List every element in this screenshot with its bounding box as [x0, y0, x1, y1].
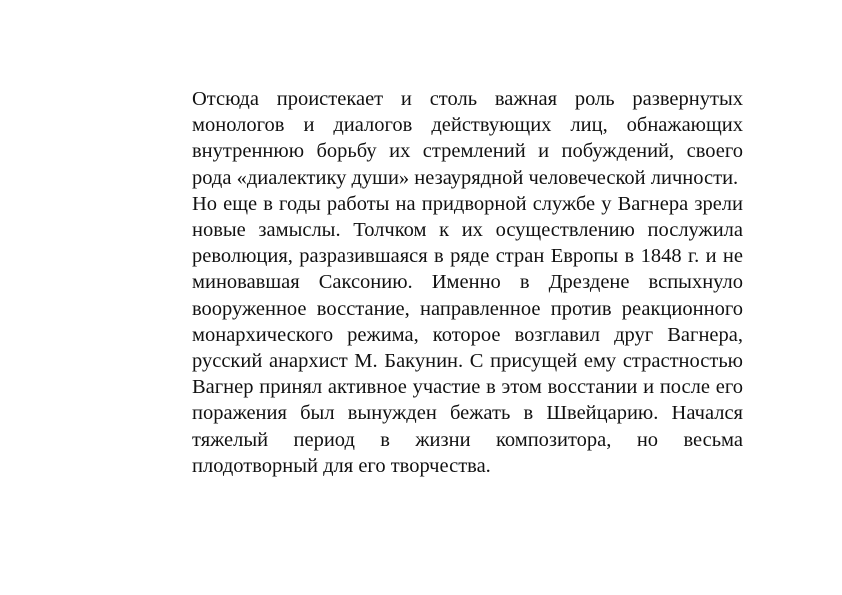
paragraph-revolution: Но еще в годы работы на придворной службе у Вагнера зрели новые замыслы. Толчком к их осуществлению послужила революция, разразившаяся в ряде стран Европы в 1848 г. и не миновавшая Саксонию. Именно в Дрездене вспыхнуло вооруженное восстание, направленное против реакционного монархического режима, которое возглавил друг Вагнера, русский анархист М. Бакунин. С присущей ему страстностью Вагнер принял активное участие в этом восстании и после его поражения был вынужден бежать в Швейцарию. Начался тяжелый период в жизни композитора, но весьма плодотворный для его творчества.	[192, 192, 743, 477]
text-block	[192, 86, 743, 479]
paragraph-monologues: Отсюда проистекает и столь важная роль развернутых монологов и диалогов действующих лиц, обнажающих внутреннюю борьбу их стремлений и побуждений, своего рода «диалектику души» незаурядной человеческой личности.	[192, 88, 743, 189]
